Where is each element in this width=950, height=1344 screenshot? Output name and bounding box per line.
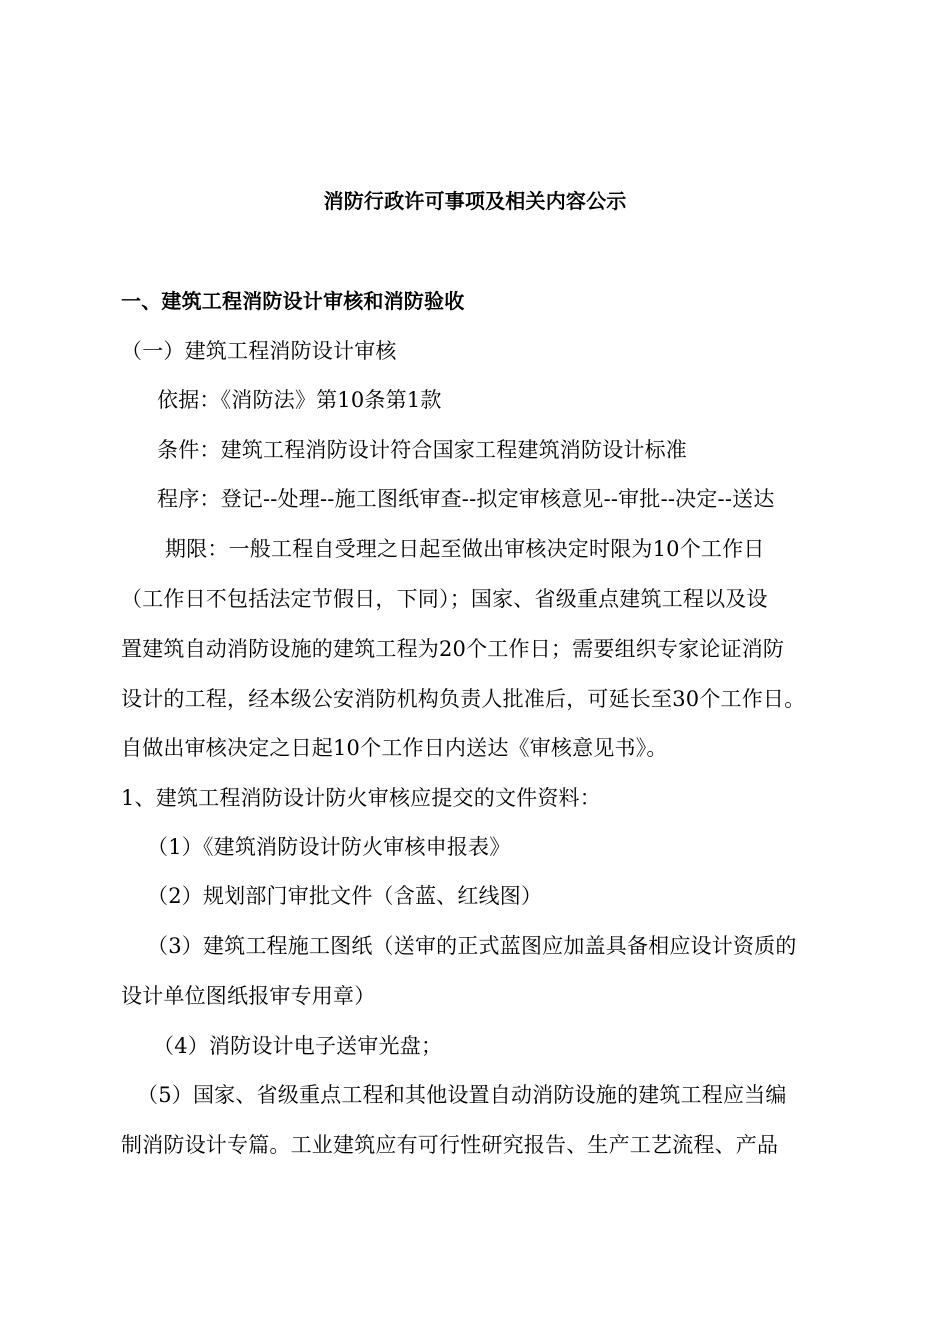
deadline-line: （工作日不包括法定节假日，下同）；国家、省级重点建筑工程以及设 xyxy=(121,587,768,611)
basis-line: 依据：《消防法》第10条第1款 xyxy=(157,388,442,412)
item-heading: 1、建筑工程消防设计防火审核应提交的文件资料： xyxy=(121,786,601,810)
list-item: （2）规划部门审批文件（含蓝、红线图） xyxy=(147,884,543,908)
section-heading: 一、建筑工程消防设计审核和消防验收 xyxy=(121,289,465,313)
list-item: （3）建筑工程施工图纸（送审的正式蓝图应加盖具备相应设计资质的 xyxy=(147,934,797,958)
list-item: （5）国家、省级重点工程和其他设置自动消防设施的建筑工程应当编 xyxy=(137,1083,787,1107)
procedure-line: 程序：登记--处理--施工图纸审查--拟定审核意见--审批--决定--送达 xyxy=(157,487,775,511)
deadline-line: 自做出审核决定之日起10个工作日内送达《审核意见书》。 xyxy=(121,736,668,760)
list-item: （1）《建筑消防设计防火审核申报表》 xyxy=(147,835,511,859)
document-title: 消防行政许可事项及相关内容公示 xyxy=(323,189,627,213)
deadline-line: 置建筑自动消防设施的建筑工程为20个工作日；需要组织专家论证消防 xyxy=(121,637,785,661)
deadline-line: 期限：一般工程自受理之日起至做出审核决定时限为10个工作日 xyxy=(165,537,765,561)
condition-line: 条件：建筑工程消防设计符合国家工程建筑消防设计标准 xyxy=(157,438,687,462)
list-item: （4）消防设计电子送审光盘； xyxy=(153,1034,443,1058)
subsection-heading: （一）建筑工程消防设计审核 xyxy=(121,339,397,363)
deadline-line: 设计的工程，经本级公安消防机构负责人批准后，可延长至30个工作日。 xyxy=(121,687,806,711)
list-item-continuation: 制消防设计专篇。工业建筑应有可行性研究报告、生产工艺流程、产品 xyxy=(121,1133,779,1157)
list-item-continuation: 设计单位图纸报审专用章） xyxy=(121,984,376,1008)
